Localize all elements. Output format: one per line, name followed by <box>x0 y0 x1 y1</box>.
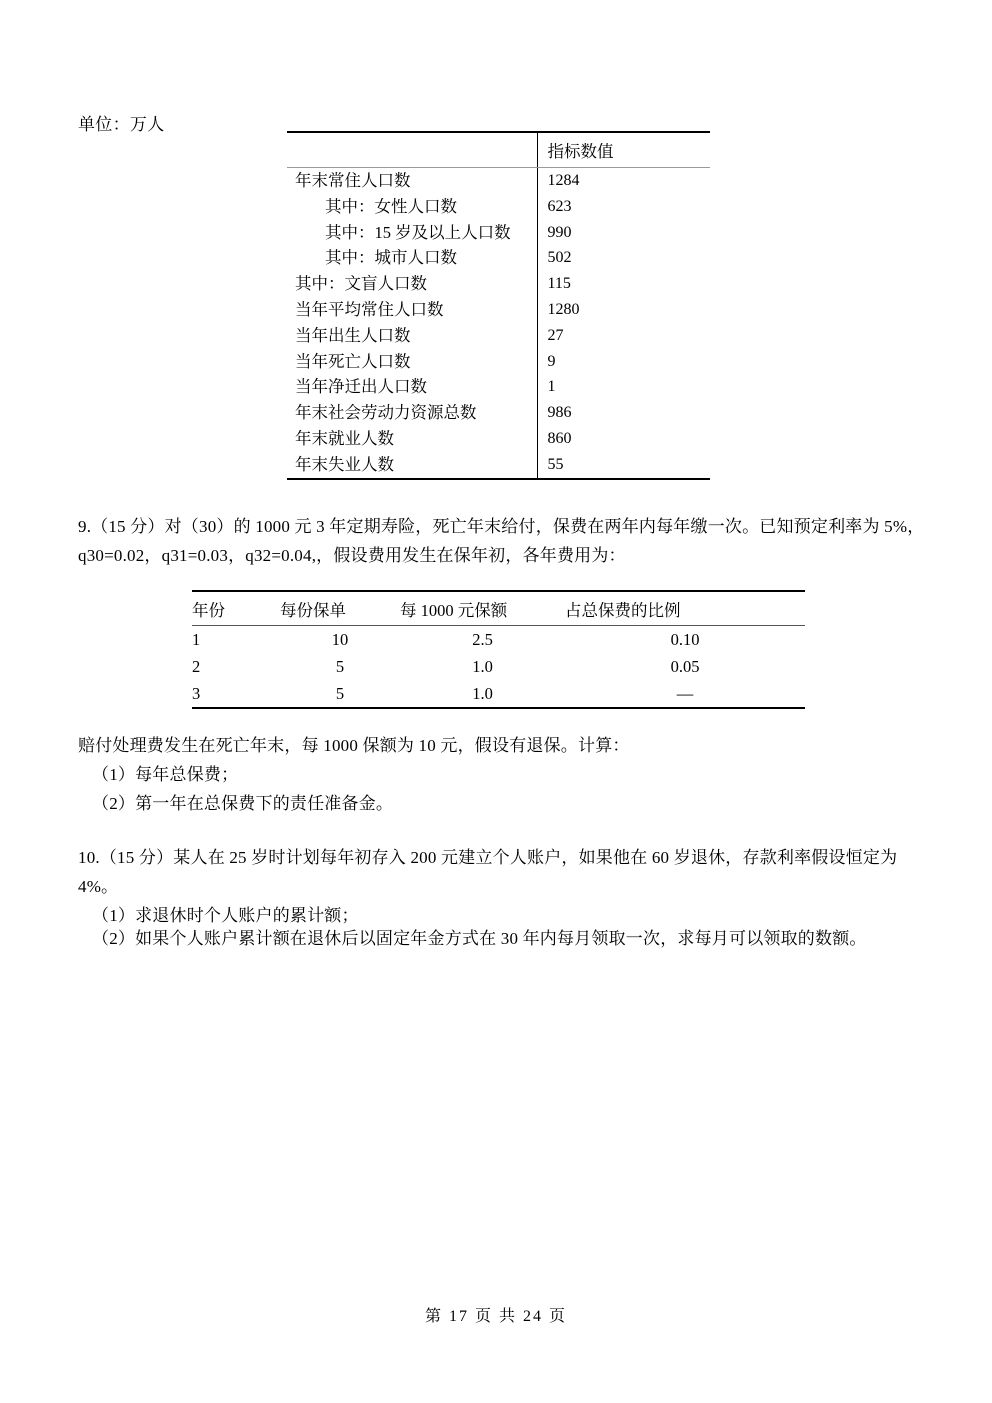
population-table-container <box>287 131 710 480</box>
indicator-value: 9 <box>537 349 710 375</box>
unit-label: 单位：万人 <box>78 115 165 134</box>
question-9-item-1: （1）每年总保费； <box>92 765 239 784</box>
question-10-line-1: 10.（15 分）某人在 25 岁时计划每年初存入 200 元建立个人账户，如果他在 60 岁退休，存款利率假设恒定为 <box>78 848 898 867</box>
table-row <box>287 374 710 400</box>
population-table-body <box>287 132 710 479</box>
question-9-line-1: 9.（15 分）对（30）的 1000 元 3 年定期寿险，死亡年末给付，保费在两年内每年缴一次。已知预定利率为 5%， <box>78 517 925 536</box>
cell-per-1000: 1.0 <box>472 657 493 676</box>
indicator-value: 1284 <box>537 168 710 194</box>
question-9-item-2: （2）第一年在总保费下的责任准备金。 <box>92 794 394 813</box>
table-row <box>287 194 710 220</box>
indicator-name: 其中：女性人口数 <box>325 196 457 216</box>
indicator-value: 990 <box>537 220 710 246</box>
header-cell-blank <box>287 132 537 168</box>
indicator-value: 986 <box>537 400 710 426</box>
indicator-name: 当年出生人口数 <box>295 325 411 345</box>
indicator-name: 其中：文盲人口数 <box>295 274 427 294</box>
header-cell-value: 指标数值 <box>537 132 710 168</box>
cell-per-1000: 1.0 <box>400 680 565 708</box>
header-per-policy: 每份保单 <box>280 591 400 626</box>
indicator-value: 502 <box>537 245 710 271</box>
cell-year: 3 <box>192 680 280 708</box>
header-per-1000: 每 1000 元保额 <box>400 591 565 626</box>
indicator-value: 115 <box>537 271 710 297</box>
fee-table-head <box>192 591 805 626</box>
question-9-line-2: q30=0.02，q31=0.03，q32=0.04,，假设费用发生在保年初，各年费用为： <box>78 546 626 565</box>
table-header-row <box>287 132 710 168</box>
question-10-item-2: （2）如果个人账户累计额在退休后以固定年金方式在 30 年内每月领取一次，求每月可以领取的数额。 <box>92 929 867 948</box>
cell-per-1000: 2.5 <box>472 630 493 649</box>
question-10-line-2: 4%。 <box>78 877 119 896</box>
indicator-value: 1 <box>537 374 710 400</box>
header-year: 年份 <box>192 591 280 626</box>
indicator-value: 55 <box>537 452 710 479</box>
indicator-name: 当年净迁出人口数 <box>295 377 427 397</box>
cell-pct-premium: 0.05 <box>670 657 700 676</box>
indicator-name: 年末就业人数 <box>295 428 394 448</box>
indicator-name: 当年死亡人口数 <box>295 351 411 371</box>
table-row <box>287 168 710 194</box>
page-footer: 第 17 页 共 24 页 <box>424 1308 567 1325</box>
table-row <box>287 323 710 349</box>
cell-pct-premium: — <box>565 680 805 708</box>
population-indicator-table <box>287 131 710 480</box>
indicator-name: 年末社会劳动力资源总数 <box>295 403 477 423</box>
cell-year: 2 <box>192 657 201 676</box>
fee-table-container <box>192 590 805 709</box>
indicator-value: 27 <box>537 323 710 349</box>
table-row <box>287 220 710 246</box>
table-row <box>287 349 710 375</box>
table-row <box>192 653 805 680</box>
table-row <box>287 400 710 426</box>
fee-table-body <box>192 626 805 709</box>
table-row <box>287 245 710 271</box>
indicator-value: 860 <box>537 426 710 452</box>
indicator-name: 当年平均常住人口数 <box>295 299 444 319</box>
question-9-followup-text: 赔付处理费发生在死亡年末，每 1000 保额为 10 元，假设有退保。计算： <box>78 736 630 755</box>
indicator-value: 623 <box>537 194 710 220</box>
annual-expense-table <box>192 590 805 709</box>
table-row <box>287 426 710 452</box>
indicator-name: 年末失业人数 <box>287 452 537 479</box>
table-row <box>287 297 710 323</box>
table-row <box>192 626 805 654</box>
cell-per-policy: 10 <box>331 630 349 649</box>
question-10-item-1: （1）求退休时个人账户的累计额； <box>92 906 359 925</box>
cell-pct-premium: 0.10 <box>670 630 700 649</box>
table-row <box>287 271 710 297</box>
indicator-name: 其中：城市人口数 <box>325 248 457 268</box>
cell-per-policy: 5 <box>335 657 345 676</box>
table-row <box>192 680 805 708</box>
indicator-name: 年末常住人口数 <box>295 171 411 190</box>
header-pct-premium: 占总保费的比例 <box>565 591 805 626</box>
indicator-name: 其中：15 岁及以上人口数 <box>325 222 511 242</box>
indicator-value: 1280 <box>537 297 710 323</box>
table-header-row <box>192 591 805 626</box>
cell-year: 1 <box>192 630 201 649</box>
cell-per-policy: 5 <box>280 680 400 708</box>
table-row <box>287 452 710 479</box>
